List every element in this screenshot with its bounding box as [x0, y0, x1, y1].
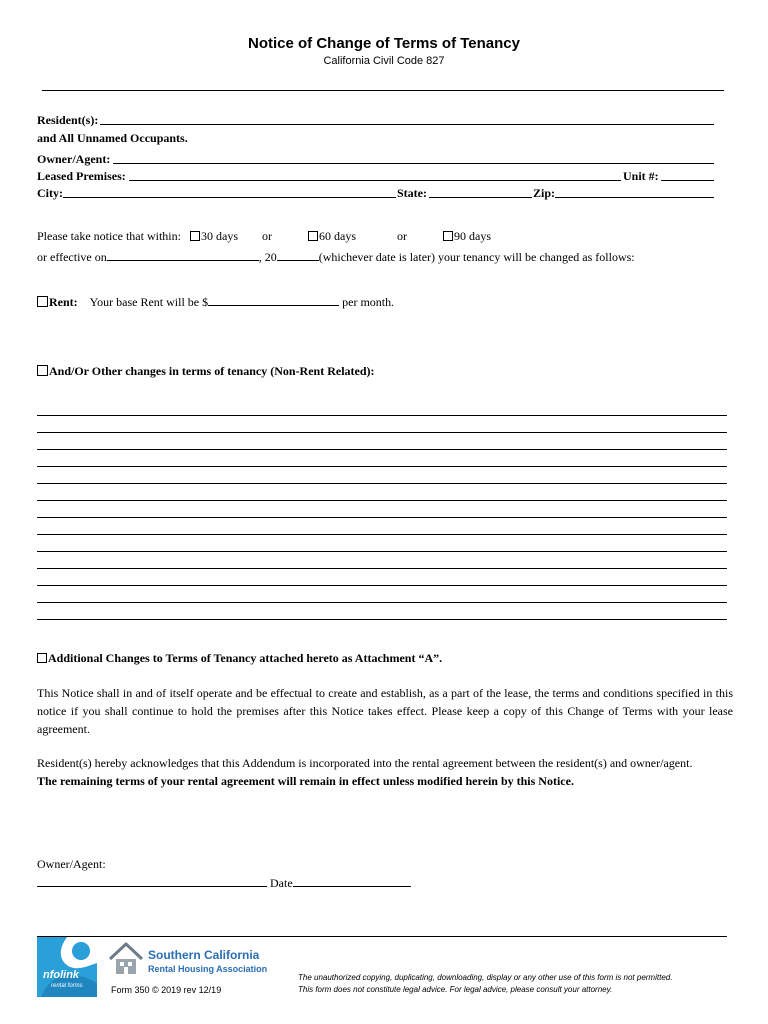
other-changes-row[interactable] [37, 432, 727, 433]
rent-amount-field[interactable] [208, 294, 339, 306]
option-30-days-label: 30 days [201, 229, 238, 243]
residents-field[interactable] [100, 124, 714, 125]
option-30-days[interactable] [190, 229, 238, 244]
additional-changes-line [37, 651, 442, 666]
other-changes-row[interactable] [37, 449, 727, 450]
state-field[interactable] [429, 197, 532, 198]
city-field[interactable] [63, 197, 396, 198]
copyright-notice-line-1: The unauthorized copying, duplicating, downloading, display or any other use of this form is not permitted. [298, 973, 673, 982]
zip-label: Zip: [533, 186, 556, 200]
owner-agent-label: Owner/Agent: [37, 152, 111, 166]
additional-changes-checkbox[interactable] [37, 653, 47, 663]
notice-intro: Please take notice that within: [37, 229, 181, 243]
year-prefix: , 20 [258, 250, 277, 264]
signature-owner-agent-label: Owner/Agent: [37, 857, 106, 871]
option-90-days[interactable] [443, 229, 491, 244]
city-label: City: [37, 186, 63, 200]
option-60-days[interactable] [308, 229, 356, 244]
other-changes-checkbox[interactable] [37, 365, 48, 376]
other-changes-row[interactable] [37, 466, 727, 467]
leased-premises-field[interactable] [129, 180, 621, 181]
header-divider [42, 90, 724, 91]
residents-label: Resident(s): [37, 113, 99, 127]
other-changes-row[interactable] [37, 585, 727, 586]
additional-changes-label: Additional Changes to Terms of Tenancy attached hereto as Attachment “A”. [48, 651, 443, 665]
infolink-logo [37, 937, 97, 997]
unit-field[interactable] [661, 180, 714, 181]
acknowledgement-bold-text: The remaining terms of your rental agreement will remain in effect unless modified herein by this Notice. [37, 774, 574, 788]
other-changes-row[interactable] [37, 517, 727, 518]
rent-text: Your base Rent will be $ [89, 295, 209, 309]
copyright-notice [298, 972, 672, 996]
copyright-notice-line-2: This form does not constitute legal advice. For legal advice, please consult your attorney. [298, 985, 613, 994]
other-changes-row[interactable] [37, 619, 727, 620]
page-title: Notice of Change of Terms of Tenancy [248, 35, 520, 52]
rent-label: Rent: [49, 295, 78, 309]
effective-date-line [37, 249, 635, 265]
checkbox-30-days[interactable] [190, 231, 200, 241]
acknowledgement-text: Resident(s) hereby acknowledges that this Addendum is incorporated into the rental agreement between the resident(s) and owner/agent. [37, 756, 693, 770]
association-subtitle: Rental Housing Association [148, 964, 268, 974]
other-changes-row[interactable] [37, 415, 727, 416]
state-label: State: [397, 186, 427, 200]
acknowledgement-paragraph [37, 754, 733, 790]
unit-label: Unit #: [623, 169, 659, 183]
option-90-days-label: 90 days [454, 229, 491, 243]
other-changes-row[interactable] [37, 483, 727, 484]
signature-date-label: Date [270, 876, 293, 890]
other-changes-row[interactable] [37, 551, 727, 552]
checkbox-60-days[interactable] [308, 231, 318, 241]
effective-year-field[interactable] [277, 249, 319, 261]
other-changes-line [37, 364, 375, 379]
other-changes-row[interactable] [37, 602, 727, 603]
other-changes-row[interactable] [37, 534, 727, 535]
unnamed-occupants-text: and All Unnamed Occupants. [37, 131, 188, 145]
infolink-logo-subtext: rental forms [51, 983, 83, 989]
footer-divider [37, 936, 727, 937]
infolink-logo-text: nfolink [43, 969, 80, 981]
notice-paragraph: This Notice shall in and of itself operate and be effectual to create and establish, as a part of the lease, the terms and conditions specified in this notice if you shall continue to hold the premises after this Notice takes effect. Please keep a copy of this Change of Terms with your lease agreement. [37, 686, 733, 736]
rent-checkbox[interactable] [37, 296, 48, 307]
association-name: Southern California [148, 948, 260, 962]
other-changes-label: And/Or Other changes in terms of tenancy (Non-Rent Related): [49, 364, 375, 378]
checkbox-90-days[interactable] [443, 231, 453, 241]
signature-line [37, 875, 411, 891]
effective-suffix: (whichever date is later) your tenancy will be changed as follows: [318, 250, 635, 264]
other-changes-row[interactable] [37, 500, 727, 501]
signature-date-field[interactable] [293, 875, 411, 887]
effective-date-field[interactable] [107, 249, 259, 261]
form-id: Form 350 © 2019 rev 12/19 [111, 985, 222, 995]
owner-agent-field[interactable] [113, 163, 714, 164]
page-subtitle: California Civil Code 827 [323, 55, 445, 67]
other-changes-row[interactable] [37, 568, 727, 569]
rent-line [37, 294, 394, 310]
zip-field[interactable] [555, 197, 714, 198]
effective-prefix: or effective on [37, 250, 107, 264]
option-60-days-label: 60 days [319, 229, 356, 243]
or-text-2: or [397, 229, 407, 243]
rent-suffix: per month. [342, 295, 395, 309]
house-icon [108, 941, 144, 977]
leased-premises-label: Leased Premises: [37, 169, 126, 183]
signature-field[interactable] [37, 875, 267, 887]
or-text-1: or [262, 229, 272, 243]
